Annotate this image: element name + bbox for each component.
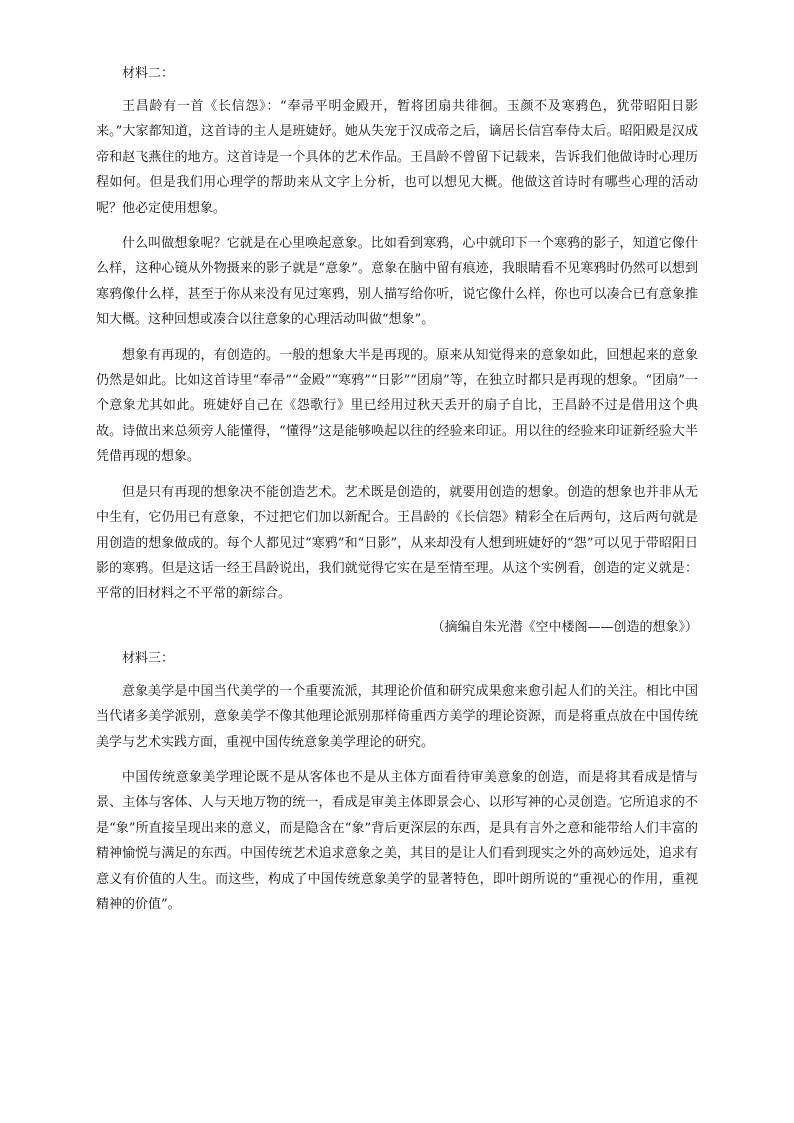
material-2-source-citation: （摘编自朱光潜《空中楼阁——创造的想象》） (431, 619, 698, 635)
material-3-paragraph-1: 意象美学是中国当代美学的一个重要流派，其理论价值和研究成果愈来愈引起人们的关注。相比中国当代诸多美学派别，意象美学不像其他理论派别那样倚重西方美学的理论资源，而是将重点放在中国传统美学与艺术实践方面，重视中国传统意象美学理论的研究。 (96, 683, 698, 750)
material-3-paragraph-2: 中国传统意象美学理论既不是从客体也不是从主体方面看待审美意象的创造，而是将其看成是情与景、主体与客体、人与天地万物的统一，看成是审美主体即景会心、以形写神的心灵创造。它所追求的不是“象”所直接呈现出来的意义，而是隐含在“象”背后更深层的东西，是具有言外之意和能带给人们丰富的精神愉悦与满足的东西。中国传统艺术追求意象之美，其目的是让人们看到现实之外的高妙远处，追求有意义有价值的人生。而这些，构成了中国传统意象美学的显著特色，即叶朗所说的“重视心的作用，重视精神的价值”。 (96, 769, 698, 912)
material-2-paragraph-1: 王昌龄有一首《长信怨》：“奉帚平明金殿开，暂将团扇共徘徊。玉颜不及寒鸦色，犹带昭阳日影来。”大家都知道，这首诗的主人是班婕妤。她从失宠于汉成帝之后，谪居长信宫奉侍太后。昭阳殿是汉成帝和赵飞燕住的地方。这首诗是一个具体的艺术作品。王昌龄不曾留下记载来，告诉我们他做诗时心理历程如何。但是我们用心理学的帮助来从文字上分析，也可以想见大概。他做这首诗时有哪些心理的活动呢？他必定使用想象。 (96, 99, 698, 216)
material-2-paragraph-3: 想象有再现的，有创造的。一般的想象大半是再现的。原来从知觉得来的意象如此，回想起来的意象仍然是如此。比如这首诗里“奉帚”“金殿”“寒鸦”“日影”“团扇”等，在独立时都只是再现的想象。“团扇”一个意象尤其如此。班婕妤自己在《怨歌行》里已经用过秋天丢开的扇子自比，王昌龄不过是借用这个典故。诗做出来总须旁人能懂得，“懂得”这是能够唤起以往的经验来印证。用以往的经验来印证新经验大半凭借再现的想象。 (96, 347, 698, 465)
material-2-label: 材料二： (122, 66, 175, 81)
material-3-label: 材料三： (122, 650, 175, 666)
material-2-paragraph-2: 什么叫做想象呢？它就是在心里唤起意象。比如看到寒鸦，心中就印下一个寒鸦的影子，知道它像什么样，这种心镜从外物摄来的影子就是“意象”。意象在脑中留有痕迹，我眼睛看不见寒鸦时仍然可以想到寒鸦像什么样，甚至于你从来没有见过寒鸦，别人描写给你听，说它像什么样，你也可以凑合已有意象推知大概。这种回想或凑合以往意象的心理活动叫做“想象”。 (96, 236, 698, 328)
material-2-paragraph-4: 但是只有再现的想象决不能创造艺术。艺术既是创造的，就要用创造的想象。创造的想象也并非从无中生有，它仍用已有意象，不过把它们加以新配合。王昌龄的《长信怨》精彩全在后两句，这后两句就是用创造的想象做成的。每个人都见过“寒鸦”和“日影”，从来却没有人想到班婕妤的“怨”可以见于带昭阳日影的寒鸦。但是这话一经王昌龄说出，我们就觉得它实在是至情至理。从这个实例看，创造的定义就是：平常的旧材料之不平常的新综合。 (96, 484, 698, 602)
